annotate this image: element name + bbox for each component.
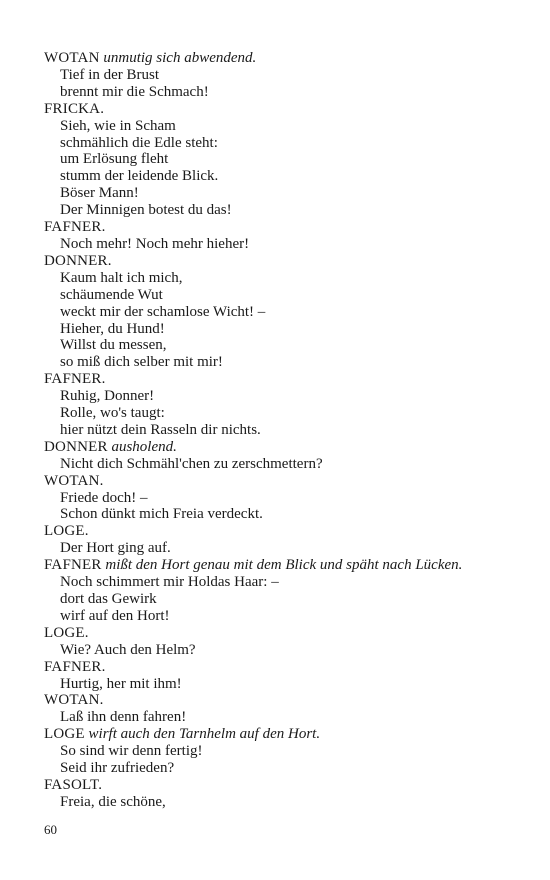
verse-line: brennt mir die Schmach! — [60, 83, 209, 100]
verse-line: So sind wir denn fertig! — [60, 743, 203, 760]
stage-direction: ausholend. — [111, 438, 177, 455]
speaker-line — [44, 253, 544, 270]
verse-line: Böser Mann! — [60, 185, 139, 202]
verse-line: Freia, die schöne, — [60, 793, 166, 810]
verse-line: um Erlösung fleht — [60, 151, 169, 168]
stage-direction: wirft auch den Tarnhelm auf den Hort. — [88, 726, 321, 743]
speaker-name: FRICKA. — [44, 100, 105, 117]
speaker-line — [44, 625, 544, 642]
verse-line: Rolle, wo's taugt: — [60, 405, 165, 422]
verse-line: Wie? Auch den Helm? — [60, 641, 196, 658]
speaker-line — [44, 371, 544, 388]
verse-line: Schon dünkt mich Freia verdeckt. — [60, 506, 263, 523]
stage-direction: mißt den Hort genau mit dem Blick und späht nach Lücken. — [105, 557, 463, 574]
libretto-text — [44, 50, 544, 811]
verse-line: Kaum halt ich mich, — [60, 269, 183, 286]
verse-line: Hieher, du Hund! — [60, 320, 165, 337]
speaker-name: LOGE — [44, 726, 85, 743]
speaker-line — [44, 473, 544, 490]
verse-line: Friede doch! – — [60, 489, 148, 506]
speaker-name: DONNER — [44, 438, 108, 455]
speaker-name: FASOLT. — [44, 776, 103, 793]
speaker-line — [44, 523, 544, 540]
speaker-line — [44, 557, 544, 574]
verse-line: Sieh, wie in Scham — [60, 117, 176, 134]
verse-line: Der Hort ging auf. — [60, 540, 171, 557]
speaker-name: FAFNER — [44, 557, 102, 574]
verse-line: so miß dich selber mit mir! — [60, 354, 223, 371]
verse-line: Noch mehr! Noch mehr hieher! — [60, 235, 250, 252]
verse-line: Willst du messen, — [60, 337, 167, 354]
speaker-name: DONNER. — [44, 252, 112, 269]
stage-direction: unmutig sich abwendend. — [103, 50, 257, 66]
verse-line: weckt mir der schamlose Wicht! – — [60, 303, 266, 320]
speaker-line — [44, 219, 544, 236]
verse-line: Noch schimmert mir Holdas Haar: – — [60, 574, 279, 591]
verse-line: Seid ihr zufrieden? — [60, 760, 175, 777]
verse-line: stumm der leidende Blick. — [60, 168, 219, 185]
speaker-line — [44, 777, 544, 794]
speaker-name: WOTAN. — [44, 472, 104, 489]
verse-line: Ruhig, Donner! — [60, 388, 155, 405]
verse-line: schäumende Wut — [60, 286, 163, 303]
speaker-name: FAFNER. — [44, 658, 106, 675]
speaker-line — [44, 50, 544, 67]
verse-line: schmählich die Edle steht: — [60, 134, 218, 151]
verse-line: Hurtig, her mit ihm! — [60, 675, 182, 692]
verse-line: dort das Gewirk — [60, 591, 157, 607]
verse-line: Der Minnigen botest du das! — [60, 202, 232, 219]
verse-line: wirf auf den Hort! — [60, 607, 170, 624]
verse-line: Laß ihn denn fahren! — [60, 709, 187, 726]
speaker-line — [44, 659, 544, 676]
speaker-line — [44, 101, 544, 118]
speaker-name: LOGE. — [44, 624, 89, 641]
page-number: 60 — [44, 822, 57, 837]
verse-line: Tief in der Brust — [60, 66, 160, 83]
speaker-name: LOGE. — [44, 523, 89, 540]
verse-line: Nicht dich Schmähl'chen zu zerschmettern? — [60, 455, 323, 472]
verse-line: hier nützt dein Rasseln dir nichts. — [60, 421, 261, 438]
speaker-name: FAFNER. — [44, 371, 106, 388]
speaker-name: WOTAN — [44, 50, 100, 66]
speaker-name: WOTAN. — [44, 692, 104, 709]
speaker-line — [44, 439, 544, 456]
speaker-line — [44, 726, 544, 743]
speaker-name: FAFNER. — [44, 219, 106, 236]
speaker-line — [44, 692, 544, 709]
